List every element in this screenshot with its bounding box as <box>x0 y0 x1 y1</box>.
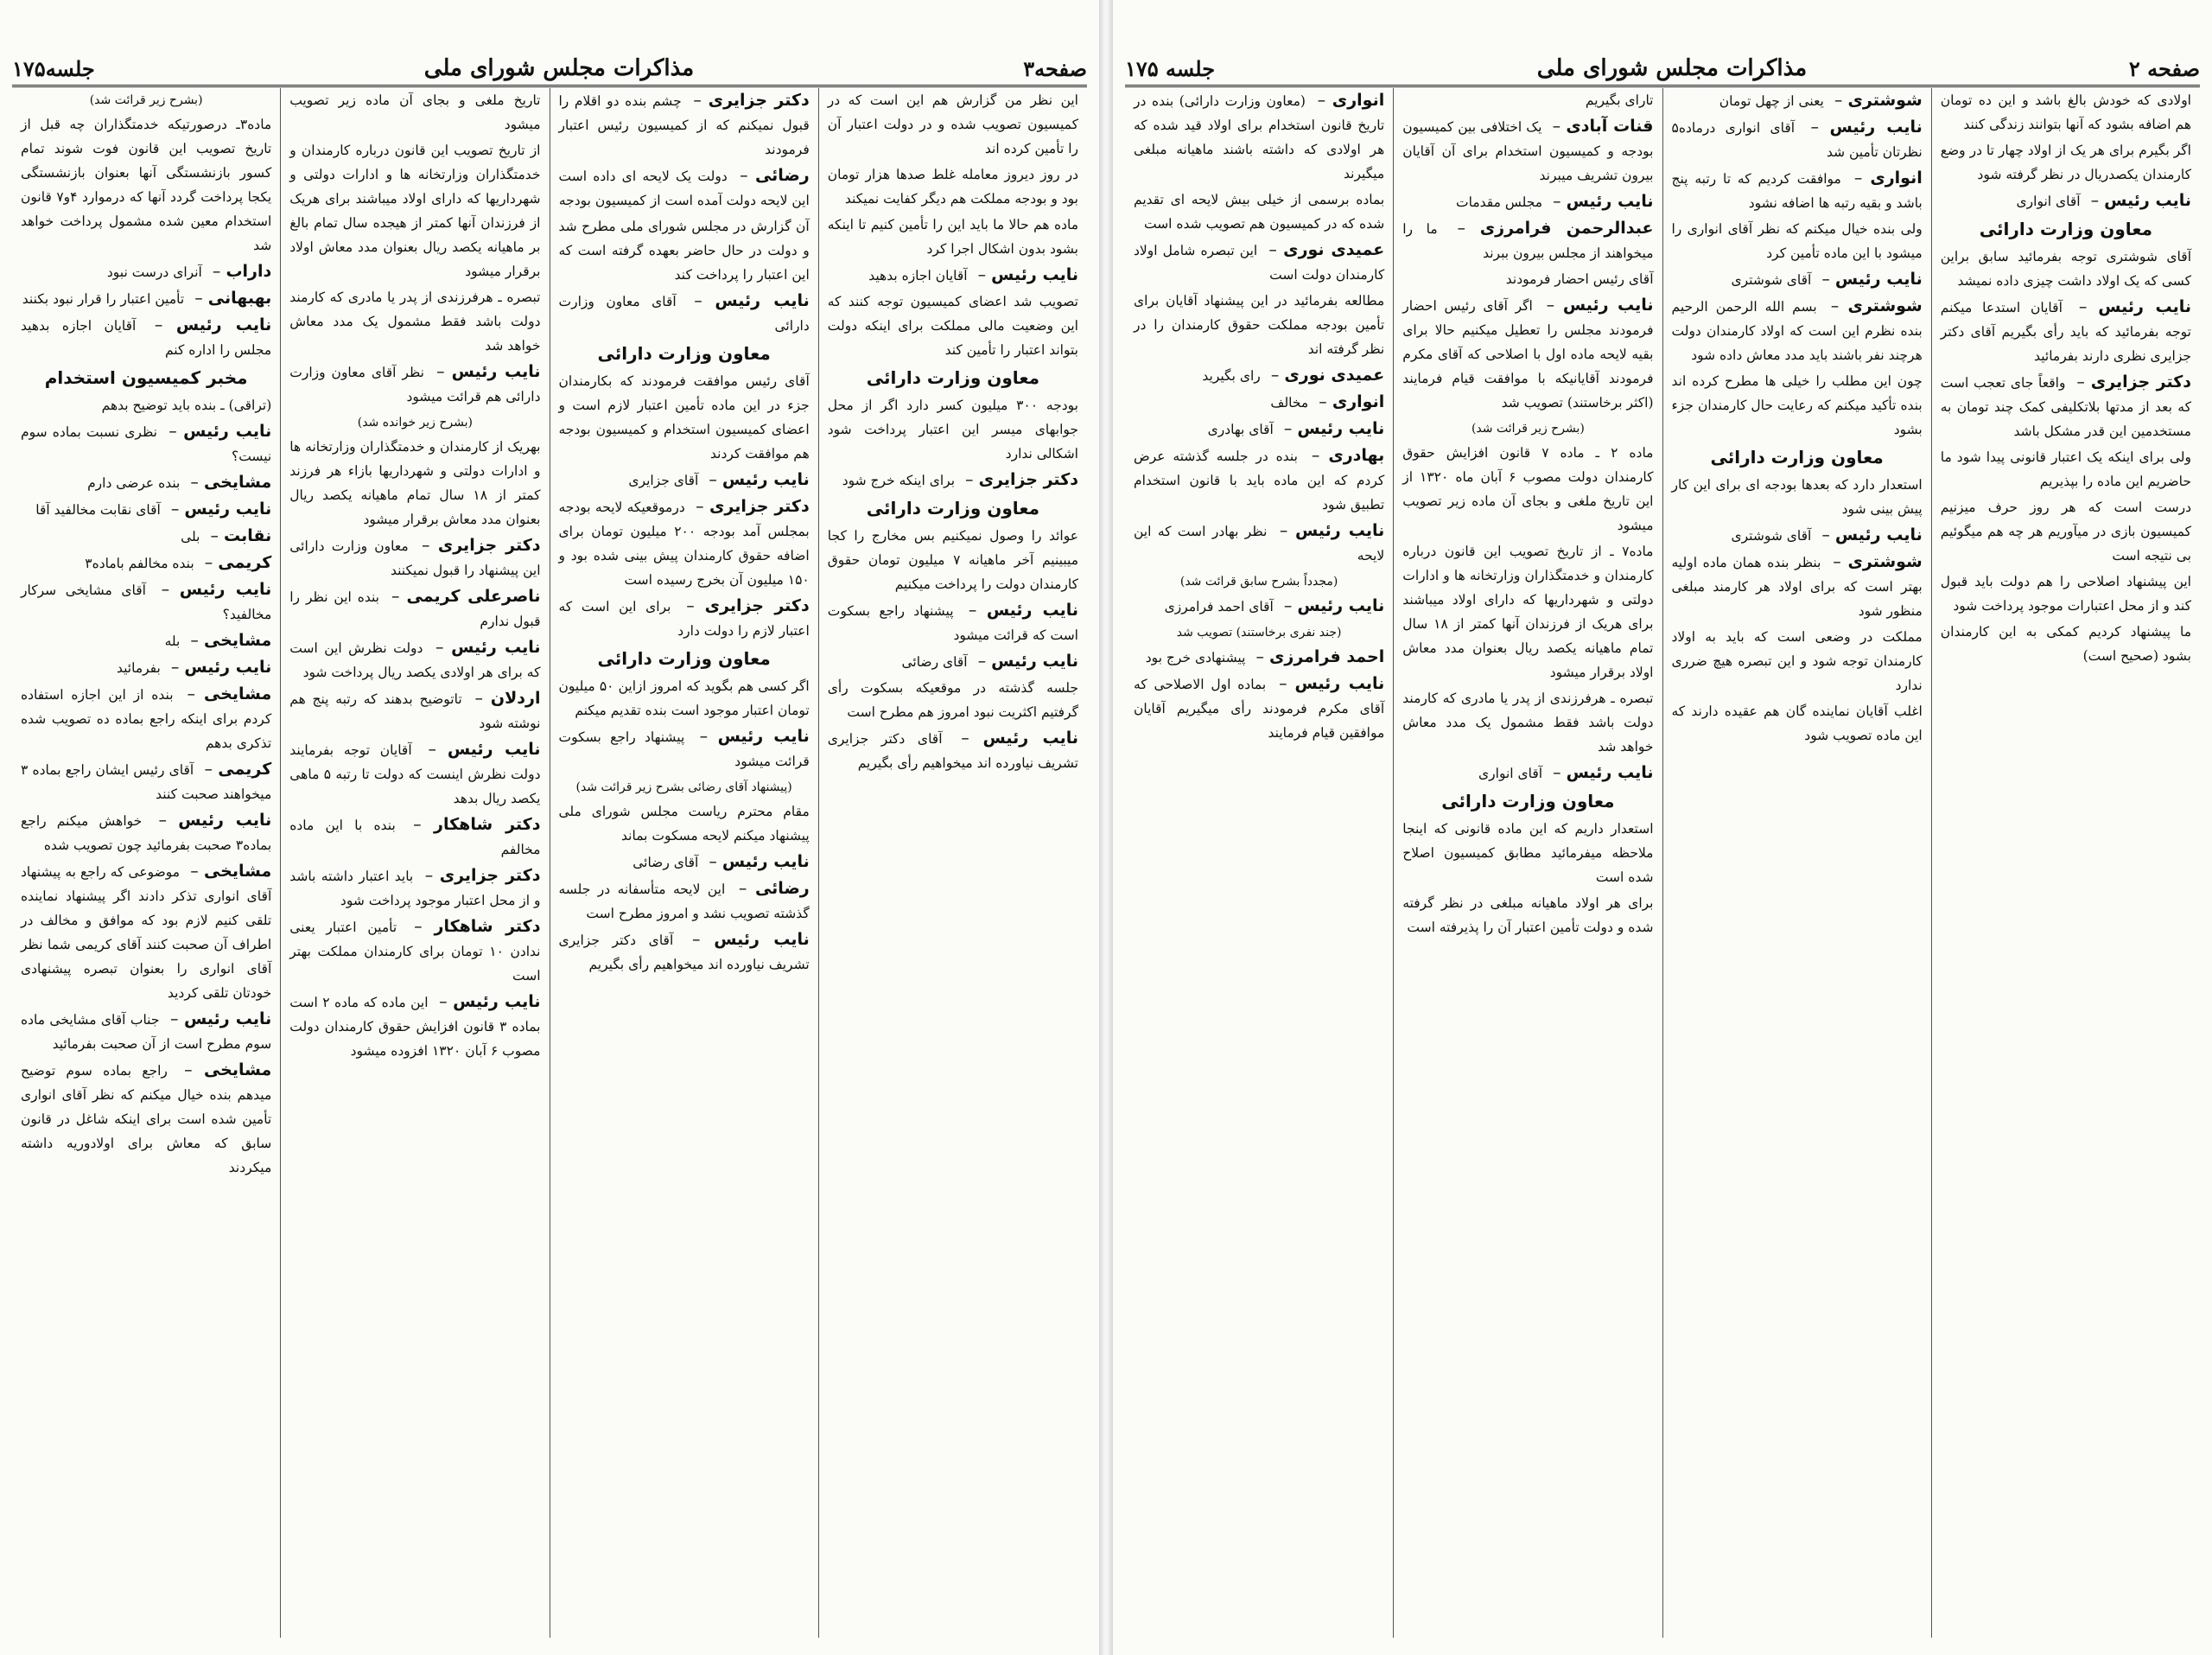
speech-text: آقای بهادری <box>1207 422 1274 437</box>
speech-paragraph <box>559 850 810 875</box>
right-col-3 <box>1393 88 1662 1638</box>
speech-text: نظری نسبت بماده سوم نیست؟ <box>21 424 272 464</box>
speech-text: بلی <box>181 529 200 544</box>
speaker-name: نایب رئیس – <box>1272 521 1384 540</box>
left-col-1 <box>818 88 1087 1638</box>
speech-paragraph <box>21 757 271 806</box>
speaker-name: قنات آبادی – <box>1548 117 1654 136</box>
speaker-heading: معاون وزارت دارائی <box>866 498 1039 519</box>
speaker-name: نقابت – <box>205 526 271 545</box>
body-paragraph: از تاریخ تصویب این قانون درباره کارمندان و خدمتگذاران وزارتخانه ها و ادارات دولتی و شهرداریها که دارای اولاد میباشند برای هریک از فرزندان آنها کمتر از هیجده سال تمام بالغ بر ماهیانه یکصد ریال بعنوان مدد معاش اولاد برقرار میشود <box>289 143 541 279</box>
speaker-name: عبدالرحمن فرامرزی – <box>1443 219 1654 238</box>
speaker-name: بهبهانی – <box>189 289 271 308</box>
speech-paragraph <box>828 468 1078 493</box>
speaker-name: دکتر جزایری – <box>414 536 541 555</box>
left-page-session: جلسه۱۷۵ <box>12 56 95 81</box>
right-page-title: مذاکرات مجلس شورای ملی <box>1536 55 1808 81</box>
book-gutter <box>1099 0 1113 1655</box>
speaker-name: ناصرعلی کریمی – <box>385 587 541 606</box>
speech-paragraph <box>289 360 540 409</box>
left-page-header <box>12 41 1087 87</box>
body-paragraph: برای هر اولاد ماهیانه مبلغی در نظر گرفته شده و دولت تأمین اعتبار آن را پذیرفته است <box>1402 895 1654 935</box>
speaker-name: دکتر جزایری – <box>690 497 810 516</box>
speech-paragraph <box>1134 417 1384 442</box>
speech-paragraph <box>1134 238 1384 287</box>
speech-text: آقای رضائی <box>632 855 699 870</box>
speech-paragraph <box>21 259 271 284</box>
body-paragraph: اگر کسی هم بگوید که امروز ازاین ۵۰ میلیون تومان اعتبار موجود است بنده تقدیم میکنم <box>558 678 810 718</box>
speaker-name: مشایخی – <box>185 631 271 650</box>
body-paragraph: جلسه گذشته در موقعیکه بسکوت رأی گرفتیم اکثریت نبود امروز هم مطرح است <box>827 680 1078 720</box>
speech-paragraph <box>828 649 1078 674</box>
procedural-note: (بشرح زیر قرائت شد) <box>89 93 203 107</box>
body-paragraph: اگر بگیرم برای هر یک از اولاد چهار تا در وضع کارمندان یکصدریال در نظر گرفته شود <box>1940 143 2191 182</box>
speech-text: بنده در جلسه گذشته عرض کردم که این ماده باید با قانون استخدام تطبیق شود <box>1134 449 1385 512</box>
speech-paragraph <box>289 686 540 735</box>
body-paragraph: استعدار داریم که این ماده قانونی که اینجا ملاحظه میفرمائید مطابق کمیسیون اصلاح شده است <box>1402 821 1654 885</box>
speech-text: مجلس مقدمات <box>1456 194 1543 210</box>
speech-paragraph <box>559 927 810 977</box>
speech-text: موافقت کردیم که تا رتبه پنج باشد و بقیه رتبه ها اضافه نشود <box>1671 171 1923 211</box>
speaker-heading: معاون وزارت دارائی <box>1441 791 1615 812</box>
speech-text: برای این است که اعتبار لازم را دولت دارد <box>558 599 810 639</box>
speech-paragraph <box>1402 293 1653 415</box>
speaker-name: احمد فرامرزی – <box>1250 647 1384 666</box>
speech-text: آقایان استدعا میکنم توجه بفرمائید که باید رأی بگیریم آقای دکتر جزایری نظری دارند بفرمائید <box>1940 300 2191 364</box>
right-page-header <box>1125 41 2200 87</box>
body-paragraph: استعدار دارد که بعدها بودجه ای برای این کار پیش بینی شود <box>1671 477 1923 517</box>
speaker-name: نایب رئیس – <box>166 658 271 677</box>
speaker-name: انواری – <box>1313 392 1384 411</box>
procedural-note: (پیشنهاد آقای رضائی بشرح زیر قرائت شد) <box>575 780 792 794</box>
speech-text: بسم الله الرحمن الرحیم بنده نظرم این است که اولاد کارمندان دولت هرچند نفر باشند باید مدد معاش داده شود <box>1671 299 1923 363</box>
body-paragraph: مملکت در وضعی است که باید به اولاد کارمندان توجه شود و این تبصره هیچ ضرری ندارد <box>1671 629 1923 693</box>
speaker-name: نایب رئیس – <box>1548 763 1653 782</box>
speech-paragraph <box>559 88 810 162</box>
speaker-heading: معاون وزارت دارائی <box>866 367 1039 388</box>
speaker-name: نایب رئیس – <box>690 727 809 746</box>
speech-text: معاون وزارت دارائی این پیشنهاد را قبول نمیکنند <box>289 538 541 578</box>
body-paragraph: ماده۷ ـ از تاریخ تصویب این قانون درباره کارمندان و خدمتگذاران وزارتخانه ها و ادارات دولتی و شهرداریها که دارای اولاد میباشند برای هریک از فرزندان آنها کمتر از ۱۸ سال تمام ماهیانه یکصد ریال بعنوان مدد معاش اولاد برقرار میشود <box>1402 544 1654 680</box>
speaker-name: بهادری – <box>1303 446 1384 465</box>
speech-text: آقای احمد فرامرزی <box>1164 599 1274 614</box>
speech-paragraph <box>1672 115 1923 164</box>
speech-paragraph <box>1672 166 1923 215</box>
speech-text: نظر بهادر است که این لایحه <box>1134 524 1385 563</box>
body-paragraph: مطالعه بفرمائید در این پیشنهاد آقایان برای تأمین بودجه مملکت حقوق کارمندان را در نظر گرفته اند <box>1134 293 1385 357</box>
speech-text: باید اعتبار داشته باشد و از محل اعتبار موجود پرداخت شود <box>289 869 541 908</box>
speech-paragraph <box>289 584 540 633</box>
body-paragraph: چون این مطلب را خیلی ها مطرح کرده اند بنده تأکید میکنم که رعایت حال کارمندان جزء بشود <box>1671 373 1923 437</box>
right-page-session: جلسه ۱۷۵ <box>1125 56 1216 81</box>
speaker-name: دکتر جزایری – <box>2070 372 2191 391</box>
speech-text: بنده مخالفم باماده۳ <box>85 556 194 571</box>
speech-text: بنده از این اجازه استفاده کردم برای اینکه راجع بماده ده تصویب شده تذکری بدهم <box>21 687 272 751</box>
speech-paragraph <box>1941 370 2191 443</box>
speaker-name: نایب رئیس – <box>1816 525 1922 544</box>
speech-paragraph <box>1402 216 1653 265</box>
speech-paragraph <box>21 470 271 495</box>
speaker-name: نایب رئیس – <box>1538 296 1654 315</box>
speaker-name: شوشتری – <box>1822 296 1923 315</box>
speech-text: بماده اول الاصلاحی که آقای مکرم فرمودند رأی میگیریم آقایان موافقین قیام فرمایند <box>1134 677 1385 741</box>
speaker-name: نایب رئیس – <box>678 930 809 949</box>
speaker-name: نایب رئیس – <box>429 362 540 381</box>
speech-paragraph <box>289 635 540 684</box>
speaker-name: نایب رئیس – <box>703 852 809 871</box>
speaker-name: نایب رئیس – <box>1279 596 1384 615</box>
body-paragraph: عوائد را وصول نمیکنیم بس مخارج را کجا میبینیم آخر ماهیانه ۷ میلیون تومان حقوق کارمندان دولت را پرداخت میکنیم <box>827 528 1078 592</box>
speech-paragraph <box>21 1007 271 1056</box>
speech-paragraph <box>289 990 540 1063</box>
speech-text: آقای شوشتری <box>1731 272 1812 288</box>
speech-paragraph <box>1672 523 1923 548</box>
speaker-name: عمیدی نوری – <box>1262 240 1384 259</box>
procedural-note: (بشرح زیر قرائت شد) <box>1471 422 1585 436</box>
left-page-title: مذاکرات مجلس شورای ملی <box>423 55 695 81</box>
speech-text: نظر آقای معاون وزارت دارائی هم قرائت میشود <box>289 365 541 404</box>
body-paragraph: تصویب شد اعضای کمیسیون توجه کنند که این وضعیت مالی مملکت برای اینکه دولت بتواند اعتبار را تأمین کند <box>827 294 1078 358</box>
speech-text: بنظر بنده همان ماده اولیه بهتر است که برای اولاد هر کارمند مبلغی منظور شود <box>1671 555 1923 619</box>
speech-text: آقای انواری <box>2016 194 2081 209</box>
speech-paragraph <box>828 263 1078 288</box>
body-paragraph: بماده برسمی از خیلی بیش لایحه ای تقدیم شده که در کمیسیون هم تصویب شده است <box>1134 192 1385 232</box>
speech-paragraph <box>1402 761 1653 786</box>
speaker-name: نایب رئیس – <box>1279 419 1384 438</box>
body-paragraph: ولی برای اینکه یک اعتبار قانونی پیدا شود ما حاضریم این ماده را بپذیریم <box>1940 449 2191 489</box>
speech-paragraph <box>559 163 810 213</box>
speech-text: پیشنهاد راجع بسکوت است که قرائت میشود <box>827 603 1078 643</box>
speech-paragraph <box>559 724 810 773</box>
speaker-name: دکتر شاهکار – <box>401 815 541 834</box>
speech-text: پیشنهاد راجع بسکوت قرائت میشود <box>558 729 810 769</box>
left-col-3 <box>280 88 549 1638</box>
speaker-name: انواری – <box>1311 91 1384 110</box>
speaker-name: نایب رئیس – <box>682 291 810 310</box>
speaker-name: شوشتری – <box>1829 91 1923 110</box>
speech-text: دولت نظرش این است که برای هر اولادی یکصد ریال پرداخت شود <box>289 640 541 680</box>
speaker-name: دکتر شاهکار – <box>402 917 540 936</box>
speech-paragraph <box>559 289 810 338</box>
speech-paragraph <box>21 497 271 522</box>
speech-paragraph <box>21 313 271 362</box>
speaker-name: نایب رئیس – <box>959 601 1078 620</box>
speech-paragraph <box>1134 672 1384 745</box>
body-paragraph: تبصره ـ هرفرزندی از پدر یا مادری که کارمند دولت باشد فقط مشمول یک مدد معاش خواهد شد <box>1402 691 1654 754</box>
speech-paragraph <box>21 551 271 576</box>
speech-paragraph <box>21 859 271 1005</box>
speech-text: آقای انواری <box>1478 766 1543 781</box>
speech-text: آقایان اجازه بدهید مجلس را اداره کنم <box>21 318 272 358</box>
body-paragraph: درست است که هر روز حرف میزنیم کمیسیون بازی در میآوریم هر چه هم میگوئیم بی نتیجه است <box>1940 500 2191 563</box>
left-page-number: صفحه۳ <box>1023 56 1087 81</box>
speech-text: رای بگیرید <box>1202 368 1261 384</box>
right-page-columns <box>1125 88 2200 1638</box>
speech-text: آقای انواری درماده۵ نظرتان تأمین شد <box>1671 120 1923 160</box>
speaker-name: رضائی – <box>733 166 810 185</box>
speaker-name: نایب رئیس – <box>1271 674 1384 693</box>
speech-text: بنده عرضی دارم <box>87 475 181 491</box>
speech-paragraph <box>1402 114 1653 188</box>
speaker-name: عمیدی نوری – <box>1266 366 1384 385</box>
speech-text: آقای مشایخی سرکار مخالفید؟ <box>21 582 272 622</box>
speaker-name: نایب رئیس – <box>973 265 1078 284</box>
speech-paragraph <box>289 863 540 913</box>
speech-paragraph <box>828 726 1078 775</box>
speech-text: یک اختلافی بین کمیسیون بودجه و کمیسیون استخدام برای آن آقایان بیرون تشریف میبرند <box>1402 119 1654 183</box>
speech-text: بفرمائید <box>116 660 161 676</box>
speech-paragraph <box>1134 645 1384 670</box>
speech-paragraph <box>1134 443 1384 517</box>
speech-text: آقای جزایری <box>628 473 699 488</box>
speaker-name: مشایخی – <box>185 473 271 492</box>
body-paragraph: ماده هم حالا ما باید این را تأمین کنیم تا اینکه بشود بدون اشکال اجرا کرد <box>827 217 1078 257</box>
speaker-name: نایب رئیس – <box>434 992 541 1011</box>
speech-paragraph <box>289 812 540 862</box>
speaker-heading: معاون وزارت دارائی <box>1710 447 1884 468</box>
speaker-name: مشایخی – <box>173 1060 271 1079</box>
speech-text: راجع بماده سوم توضیح میدهم بنده خیال میکنم که نظر آقای انواری تأمین شده است برای اینکه شاغل در قانون سابق که معاش برای اولادوریه داشته میکردند <box>21 1063 272 1175</box>
speech-text: آقای شوشتری <box>1731 528 1812 544</box>
speech-paragraph <box>1134 88 1384 186</box>
speech-text: تأمین اعتبار یعنی ندادن ۱۰ تومان برای کارمندان مملکت بهتر است <box>289 920 541 983</box>
speech-paragraph <box>1672 267 1923 292</box>
speech-text: دولت یک لایحه ای داده است این لایحه دولت آمده است از کمیسیون بودجه <box>558 169 810 208</box>
speech-paragraph <box>21 577 271 627</box>
speech-paragraph <box>1941 295 2191 368</box>
body-paragraph: اولادی که خودش بالغ باشد و این ده تومان هم اضافه بشود که آنها بتوانند زندگی کنند <box>1940 92 2191 132</box>
speaker-name: نایب رئیس – <box>147 811 271 830</box>
speech-text: بنده با این ماده مخالفم <box>289 818 541 857</box>
speech-text: تاتوضیح بدهند که رتبه پنج هم نوشته شود <box>289 691 541 731</box>
speaker-name: نایب رئیس – <box>703 470 809 489</box>
speech-paragraph <box>21 524 271 549</box>
speaker-name: دکتر جزایری – <box>960 470 1078 489</box>
speech-paragraph <box>1672 550 1923 623</box>
speech-text: آنرای درست نبود <box>106 264 202 280</box>
speech-text: چشم بنده دو اقلام را قبول نمیکنم که از کمیسیون رئیس اعتبار فرمودند <box>558 93 810 157</box>
right-col-1 <box>1931 88 2200 1638</box>
speech-text: آقایان توجه بفرمایند دولت نظرش اینست که دولت تا رتبه ۵ ماهی یکصد ریال بدهد <box>289 742 541 806</box>
speech-text: این تبصره شامل اولاد کارمندان دولت است <box>1134 243 1385 283</box>
body-paragraph: (تراقی) ـ بنده باید توضیح بدهم <box>101 398 272 413</box>
speech-text: این لایحه متأسفانه در جلسه گذشته تصویب نشد و امروز مطرح است <box>558 882 810 921</box>
speech-paragraph <box>21 1058 271 1180</box>
speaker-heading: مخبر کمیسیون استخدام <box>44 367 248 388</box>
speech-paragraph <box>289 533 540 582</box>
body-paragraph: آقای رئیس موافقت فرمودند که بکارمندان جزء در این ماده تأمین اعتبار لازم است و اعضای کمیسیون استخدام و کمیسیون بودجه هم موافقت کردند <box>558 373 810 461</box>
right-col-4 <box>1125 88 1393 1638</box>
speech-paragraph <box>1672 294 1923 367</box>
speech-paragraph <box>1134 594 1384 619</box>
speaker-name: نایب رئیس – <box>164 1009 271 1028</box>
speaker-name: کریمی – <box>200 553 272 572</box>
speech-text: آقای دکتر جزایری تشریف نیاورده اند میخواهیم رأی بگیریم <box>827 731 1078 771</box>
speaker-name: رضائی – <box>730 879 809 898</box>
speech-text: ما را میخواهند از مجلس بیرون ببرند <box>1402 221 1654 261</box>
speech-text: اگر آقای رئیس احضار فرمودند مجلس را تعطیل میکنیم حالا برای بقیه لایحه ماده اول با اصلاحی که آقای مکرم فرمودند آقایانیکه با موافقت قیام فرمایند (اکثر برخاستند) تصویب شد <box>1402 298 1654 411</box>
speech-paragraph <box>1672 88 1923 113</box>
right-page-number: صفحه ۲ <box>2128 56 2200 81</box>
speech-paragraph <box>1134 363 1384 388</box>
body-paragraph: بودجه ۳۰۰ میلیون کسر دارد اگر از محل جوابهای میسر این اعتبار پرداخت شود اشکالی ندارد <box>827 398 1078 461</box>
body-paragraph: ولی بنده خیال میکنم که نظر آقای انواری را میشود با این ماده تأمین کرد <box>1671 221 1923 261</box>
speaker-name: مشایخی – <box>179 684 272 703</box>
speaker-name: اردلان – <box>467 689 541 708</box>
speech-text: آقایان اجازه بدهید <box>868 268 968 283</box>
body-paragraph: این نظر من گزارش هم این است که در کمیسیون تصویب شده و در دولت اعتبار آن را تأمین کرده اند <box>827 92 1078 156</box>
body-paragraph: مقام محترم ریاست مجلس شورای ملی پیشنهاد میکنم لایحه مسکوت بماند <box>558 804 810 843</box>
speaker-name: نایب رئیس – <box>948 729 1078 748</box>
body-paragraph: آقای شوشتری توجه بفرمائید سابق براین کسی که یک اولاد داشت چیزی داده نمیشد <box>1940 249 2191 289</box>
speaker-heading: معاون وزارت دارائی <box>597 648 771 669</box>
body-paragraph: اغلب آقایان نماینده گان هم عقیده دارند که این ماده تصویب شود <box>1671 703 1923 743</box>
speaker-name: نایب رئیس – <box>973 652 1078 671</box>
speech-paragraph <box>21 808 271 857</box>
speech-paragraph <box>559 494 810 592</box>
speech-text: آقای دکتر جزایری تشریف نیاورده اند میخواهیم رأی بگیریم <box>558 933 810 972</box>
body-paragraph: تاریخ ملغی و بجای آن ماده زیر تصویب میشود <box>289 92 541 132</box>
speech-text: (معاون وزارت دارائی) بنده در تاریخ قانون استخدام برای اولاد قید شده که هر اولادی که داشته باشند ماهیانه مبلغی میگیرند <box>1134 93 1385 181</box>
speaker-heading: معاون وزارت دارائی <box>1979 219 2152 239</box>
speaker-name: نایب رئیس – <box>166 500 271 519</box>
speech-text: واقعاً جای تعجب است که بعد از مدتها بلاتکلیفی کمک چند تومان به مستخدمین این قدر مشکل باشد <box>1940 375 2191 439</box>
right-page <box>1113 0 2212 1655</box>
speaker-name: نایب رئیس – <box>141 315 271 334</box>
procedural-note: (مجدداً بشرح سابق قرائت شد) <box>1179 575 1338 589</box>
speech-text: پیشنهادی خرج بود <box>1145 650 1246 665</box>
left-page-columns <box>12 88 1087 1638</box>
speaker-name: نایب رئیس – <box>162 422 271 441</box>
speaker-name: انواری – <box>1847 169 1923 188</box>
speech-text: درموقعیکه لایحه بودجه بمجلس آمد بودجه ۲۰۰ میلیون تومان برای اضافه حقوق کارمندان پیش بینی شده بود و ۱۵۰ میلیون آن بخرج رسیده است <box>558 500 810 588</box>
body-paragraph: ماده۳ـ درصورتیکه خدمتگذاران چه قبل از تاریخ تصویب این قانون فوت شوند تمام کسور بازنشستگی آنها بعنوان بازنشستگی یکجا پرداخت گردد آنها که درموارد ۴و۷ قانون استخدام معین شده مشمول پرداخت خواهد شد <box>21 117 272 253</box>
left-col-4 <box>12 88 280 1638</box>
speaker-name: نایب رئیس – <box>2086 191 2191 210</box>
speech-paragraph <box>21 655 271 680</box>
speech-paragraph <box>21 682 271 755</box>
speaker-name: دکتر جزایری – <box>676 596 809 615</box>
speaker-name: دکتر جزایری – <box>687 91 810 110</box>
speech-text: این ماده که ماده ۲ است بماده ۳ قانون افزایش حقوق کارمندان دولت مصوب ۶ آبان ۱۳۲۰ افزوده میشود <box>289 995 541 1059</box>
speech-paragraph <box>1134 519 1384 568</box>
speech-paragraph <box>289 737 540 811</box>
body-paragraph: ماده ۲ ـ ماده ۷ قانون افزایش حقوق کارمندان دولت مصوب ۶ آبان ماه ۱۳۲۰ از این تاریخ ملغی و بجای آن ماده زیر تصویب میشود <box>1402 445 1654 533</box>
speech-paragraph <box>559 468 810 493</box>
left-col-2 <box>550 88 818 1638</box>
speech-paragraph <box>21 419 271 468</box>
speaker-name: شوشتری – <box>1826 552 1922 571</box>
speech-text: تأمین اعتبار را قرار نبود بکنند <box>22 291 185 307</box>
speech-paragraph <box>559 594 810 643</box>
speech-text: بله <box>164 633 181 649</box>
speech-text: بنده این نظر را قبول ندارم <box>289 589 541 629</box>
speech-text: آقای معاون وزارت دارائی <box>558 294 810 334</box>
body-paragraph: آن گزارش در مجلس شورای ملی مطرح شد و دولت در حال حاضر بعهده گرفته است که این اعتبار را پرداخت کند <box>558 219 810 283</box>
body-paragraph: تارای بگیریم <box>1585 92 1654 108</box>
body-paragraph: این پیشنهاد اصلاحی را هم دولت باید قبول کند و از محل اعتبارات موجود پرداخت شود <box>1940 574 2191 614</box>
speaker-name: نایب رئیس – <box>428 638 540 657</box>
body-paragraph: آقای رئیس احضار فرمودند <box>1505 271 1654 287</box>
body-paragraph: در روز دیروز معامله غلط صدها هزار تومان بود و بودجه مملکت هم دیگر کفایت نمیکند <box>827 167 1078 207</box>
speech-text: آقای نقابت مخالفید آقا <box>35 502 161 518</box>
left-page <box>0 0 1099 1655</box>
speech-text: خواهش میکنم راجع بماده۳ صحبت بفرمائید چون تصویب شده <box>21 813 272 853</box>
speaker-name: کریمی – <box>199 760 271 779</box>
speech-paragraph <box>1134 390 1384 415</box>
speaker-heading: معاون وزارت دارائی <box>597 343 771 364</box>
right-col-2 <box>1662 88 1931 1638</box>
speech-paragraph <box>289 914 540 988</box>
speech-paragraph <box>828 598 1078 647</box>
speech-text: مخالف <box>1270 395 1309 411</box>
procedural-note: (بشرح زیر خوانده شد) <box>357 416 473 430</box>
speech-paragraph <box>559 876 810 926</box>
speaker-name: نایب رئیس – <box>417 740 541 759</box>
speech-paragraph <box>21 628 271 653</box>
speaker-name: نایب رئیس – <box>1800 118 1923 137</box>
speech-text: موضوعی که راجع به پیشنهاد آقای انواری تذکر دادند اگر پیشنهاد نماینده تلقی کنیم لازم بود که موافق و مخالف در اطراف آن صحبت کنند آقای کریمی شما نظر آقای انواری را بعنوان تبصره پیشنهادی خودتان تلقی کردید <box>21 864 272 1001</box>
speaker-name: مشایخی – <box>185 862 271 881</box>
speaker-name: نایب رئیس – <box>151 580 271 599</box>
body-paragraph: بهریک از کارمندان و خدمتگذاران وزارتخانه ها و ادارات دولتی و شهرداریها بازاء هر فرزند کمتر از ۱۸ سال تمام ماهیانه یکصد ریال بعنوان مدد معاش برقرار میشود <box>289 439 541 527</box>
speaker-name: نایب رئیس – <box>1816 270 1922 289</box>
procedural-note: (جند نفری برخاستند) تصویب شد <box>1176 626 1342 640</box>
speaker-name: داراب – <box>207 262 271 281</box>
speech-text: برای اینکه خرج شود <box>842 473 956 488</box>
speaker-name: نایب رئیس – <box>2068 297 2191 316</box>
speech-paragraph <box>1941 188 2191 213</box>
body-paragraph: ما پیشنهاد کردیم کمکی به این کارمندان بشود (صحیح است) <box>1940 624 2191 664</box>
speech-paragraph <box>1402 189 1653 214</box>
speaker-name: دکتر جزایری – <box>418 866 540 885</box>
speech-text: جناب آقای مشایخی ماده سوم مطرح است از آن صحبت بفرمائید <box>21 1012 272 1052</box>
speech-paragraph <box>21 286 271 311</box>
speech-text: آقای رئیس ایشان راجع بماده ۳ میخواهند صحبت کنند <box>21 762 272 802</box>
speech-text: یعنی از چهل تومان <box>1719 93 1824 109</box>
speech-text: آقای رضائی <box>901 654 968 670</box>
body-paragraph: تبصره ـ هرفرزندی از پدر یا مادری که کارمند دولت باشد فقط مشمول یک مدد معاش خواهد شد <box>289 290 541 353</box>
speaker-name: نایب رئیس – <box>1548 192 1653 211</box>
